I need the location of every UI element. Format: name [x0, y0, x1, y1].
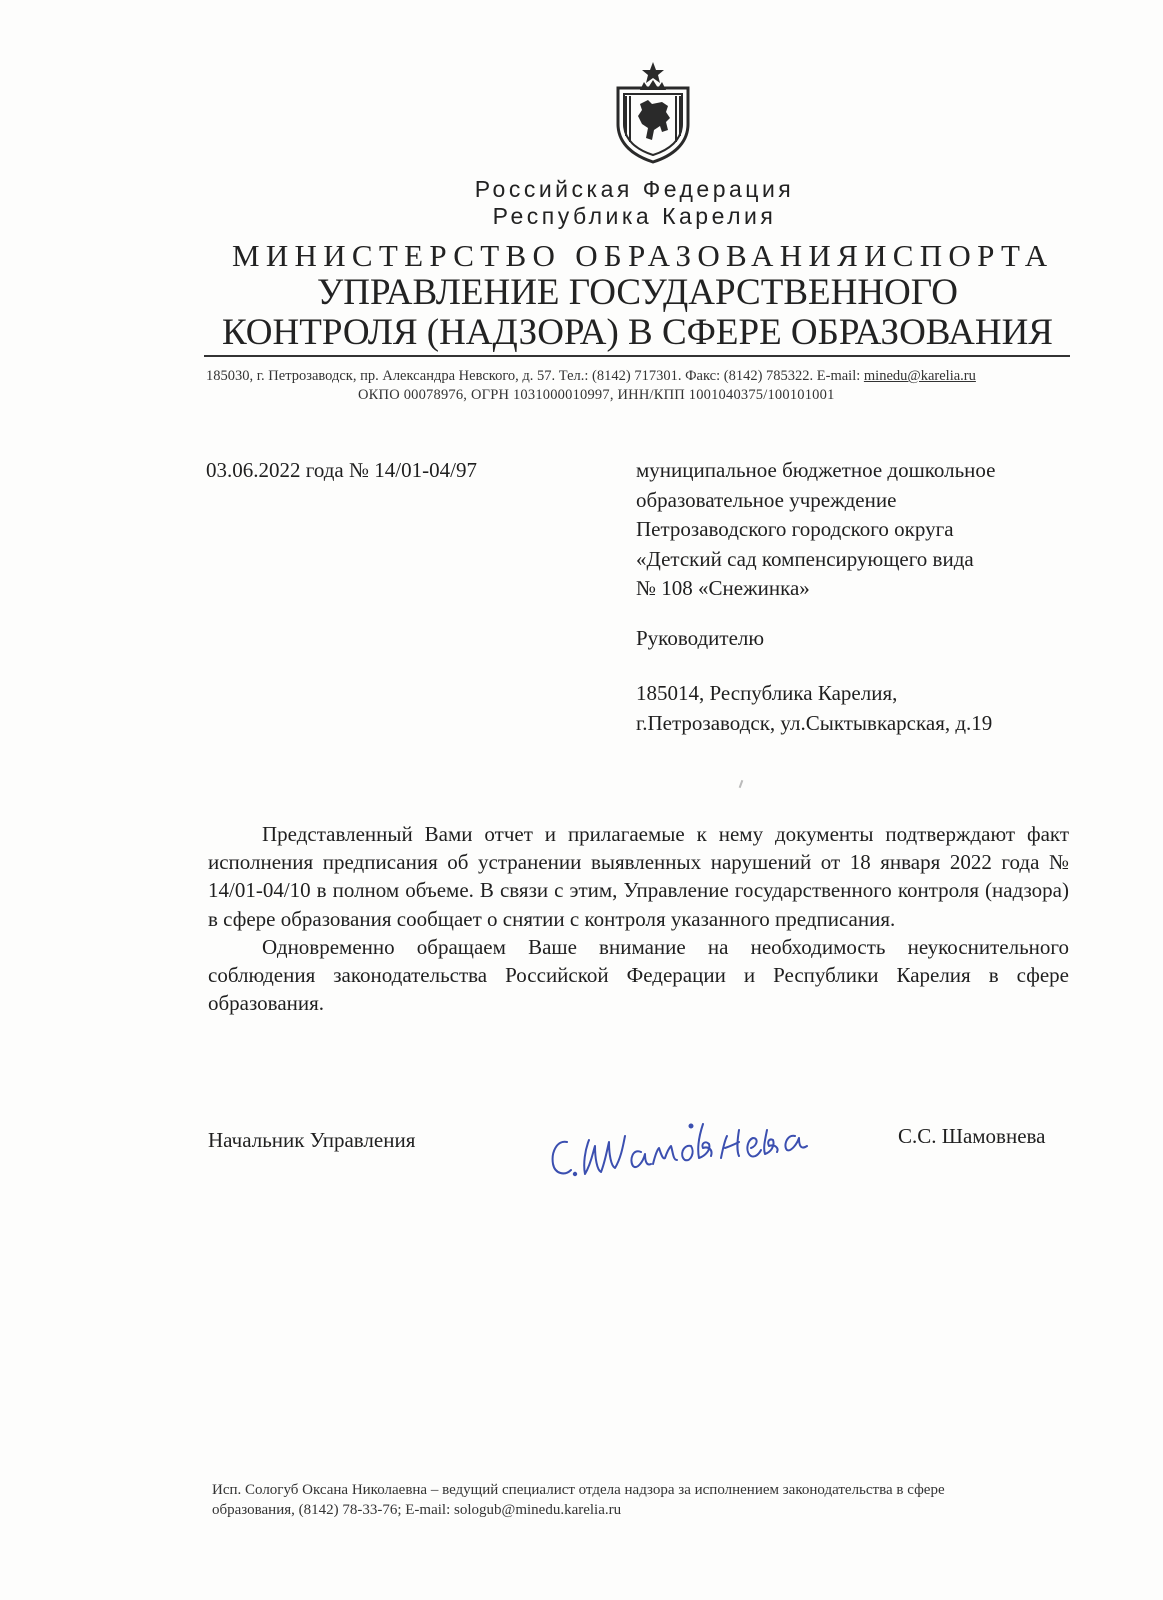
department-name-line1: УПРАВЛЕНИЕ ГОСУДАРСТВЕННОГО [317, 272, 958, 313]
recipient-line: муниципальное бюджетное дошкольное [636, 458, 996, 482]
karelia-coat-of-arms-icon [612, 60, 694, 164]
handwritten-signature [545, 1090, 835, 1190]
letter-body [208, 820, 1069, 1017]
letter-date-number: 03.06.2022 года № 14/01-04/97 [206, 458, 477, 482]
recipient-block [636, 456, 1076, 604]
recipient-position: Руководителю [636, 626, 765, 650]
contacts-email-link[interactable]: minedu@karelia.ru [863, 368, 976, 384]
recipient-line: Петрозаводского городского округа [636, 517, 954, 541]
address-line: г.Петрозаводск, ул.Сыктывкарская, д.19 [636, 711, 993, 735]
header-contacts [206, 368, 1066, 385]
body-paragraph: Представленный Вами отчет и прилагаемые к нему документы подтверждают факт исполнения предписания об устранении выявленных нарушений от 18 января 2022 года № 14/01-04/10 в полном объеме. В связи с этим, Управление государственного контроля (надзора) в сфере образования сообщает о снятии с контроля указанного предписания. [208, 822, 1069, 931]
republic-name: Республика Карелия [492, 203, 777, 229]
recipient-address [636, 678, 992, 738]
country-name: Российская Федерация [474, 176, 795, 202]
ministry-name: МИНИСТЕРСТВО ОБРАЗОВАНИЯИСПОРТА [232, 238, 1054, 273]
recipient-line: «Детский сад компенсирующего вида [636, 546, 974, 571]
address-line: 185014, Республика Карелия, [636, 681, 898, 705]
footer-line: образования, (8142) 78-33-76; E-mail: sologub@minedu.karelia.ru [212, 1502, 622, 1518]
signer-title: Начальник Управления [208, 1128, 416, 1152]
footer-line: Исп. Сологуб Оксана Николаевна – ведущий специалист отдела надзора за исполнением законодательства в сфере [212, 1482, 945, 1498]
paper-speck [739, 780, 744, 788]
footer-executor-info [212, 1480, 1052, 1520]
header-divider [204, 355, 1070, 357]
recipient-line: № 108 «Снежинка» [636, 576, 810, 600]
contacts-text: 185030, г. Петрозаводск, пр. Александра Невского, д. 57. Тел.: (8142) 717301. Факс: (8142) 785322. E-mail: [206, 368, 864, 384]
body-paragraph: Одновременно обращаем Ваше внимание на необходимость неукоснительного соблюдения законодательства Российской Федерации и Республики Карелия в сфере образования. [208, 934, 1069, 1016]
signer-name: С.С. Шамовнева [898, 1124, 1046, 1148]
recipient-line: образовательное учреждение [636, 487, 897, 512]
department-name-line2: КОНТРОЛЯ (НАДЗОРА) В СФЕРЕ ОБРАЗОВАНИЯ [222, 312, 1053, 353]
organization-codes: ОКПО 00078976, ОГРН 1031000010997, ИНН/КПП 1001040375/100101001 [358, 387, 835, 403]
